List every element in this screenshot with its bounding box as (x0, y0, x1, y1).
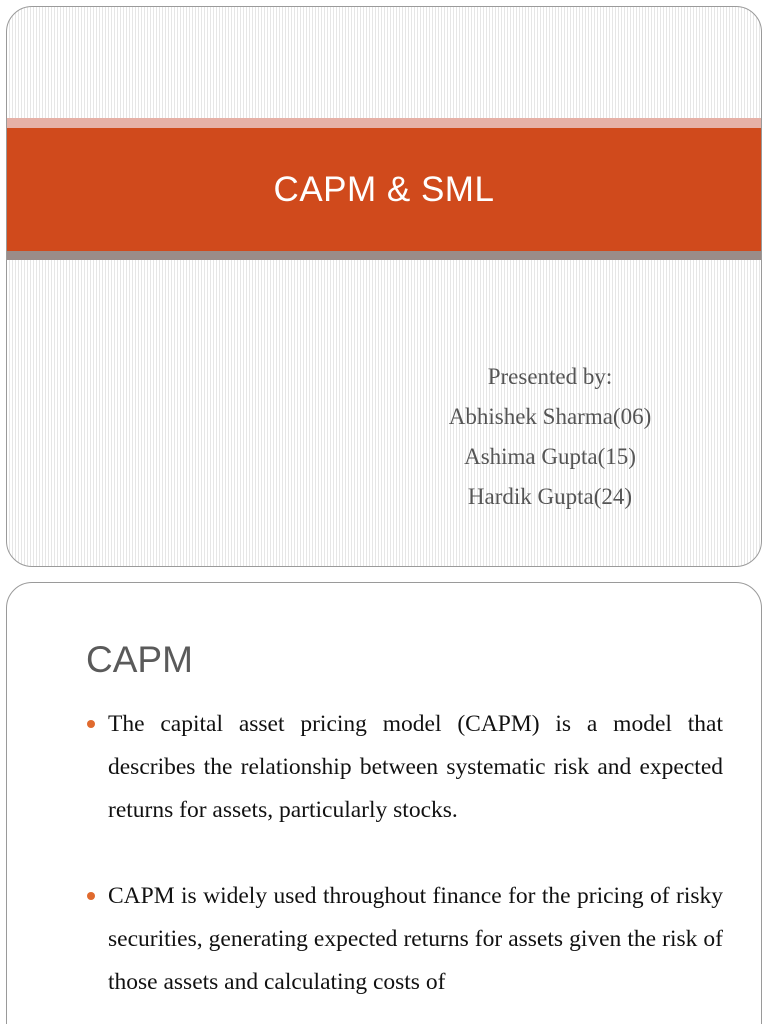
title-band (7, 128, 761, 251)
bullet-text: CAPM is widely used throughout finance for the pricing of risky securities, generating expected returns for assets given the risk of those assets and calculating costs of (108, 883, 723, 995)
presenter-name: Abhishek Sharma(06) (448, 404, 652, 429)
section-heading: CAPM (86, 639, 193, 680)
bullet-text: The capital asset pricing model (CAPM) is a model that describes the relationship between systematic risk and expected returns for assets, particularly stocks. (108, 711, 723, 823)
bullet-dot-icon (87, 892, 95, 900)
title-top-band (7, 118, 761, 128)
presenter-name: Ashima Gupta(15) (464, 444, 636, 469)
presented-by-label: Presented by: (487, 364, 613, 389)
title-slide (6, 6, 762, 567)
slide-title: CAPM & SML (273, 169, 495, 209)
bullet-item (85, 875, 723, 1004)
title-bottom-band (7, 251, 761, 260)
presenters-block (407, 357, 693, 517)
bullet-item (85, 703, 723, 832)
bullet-dot-icon (87, 720, 95, 728)
presenter-name: Hardik Gupta(24) (467, 484, 633, 509)
bullet-list (85, 703, 723, 1004)
capm-slide (6, 582, 762, 1024)
